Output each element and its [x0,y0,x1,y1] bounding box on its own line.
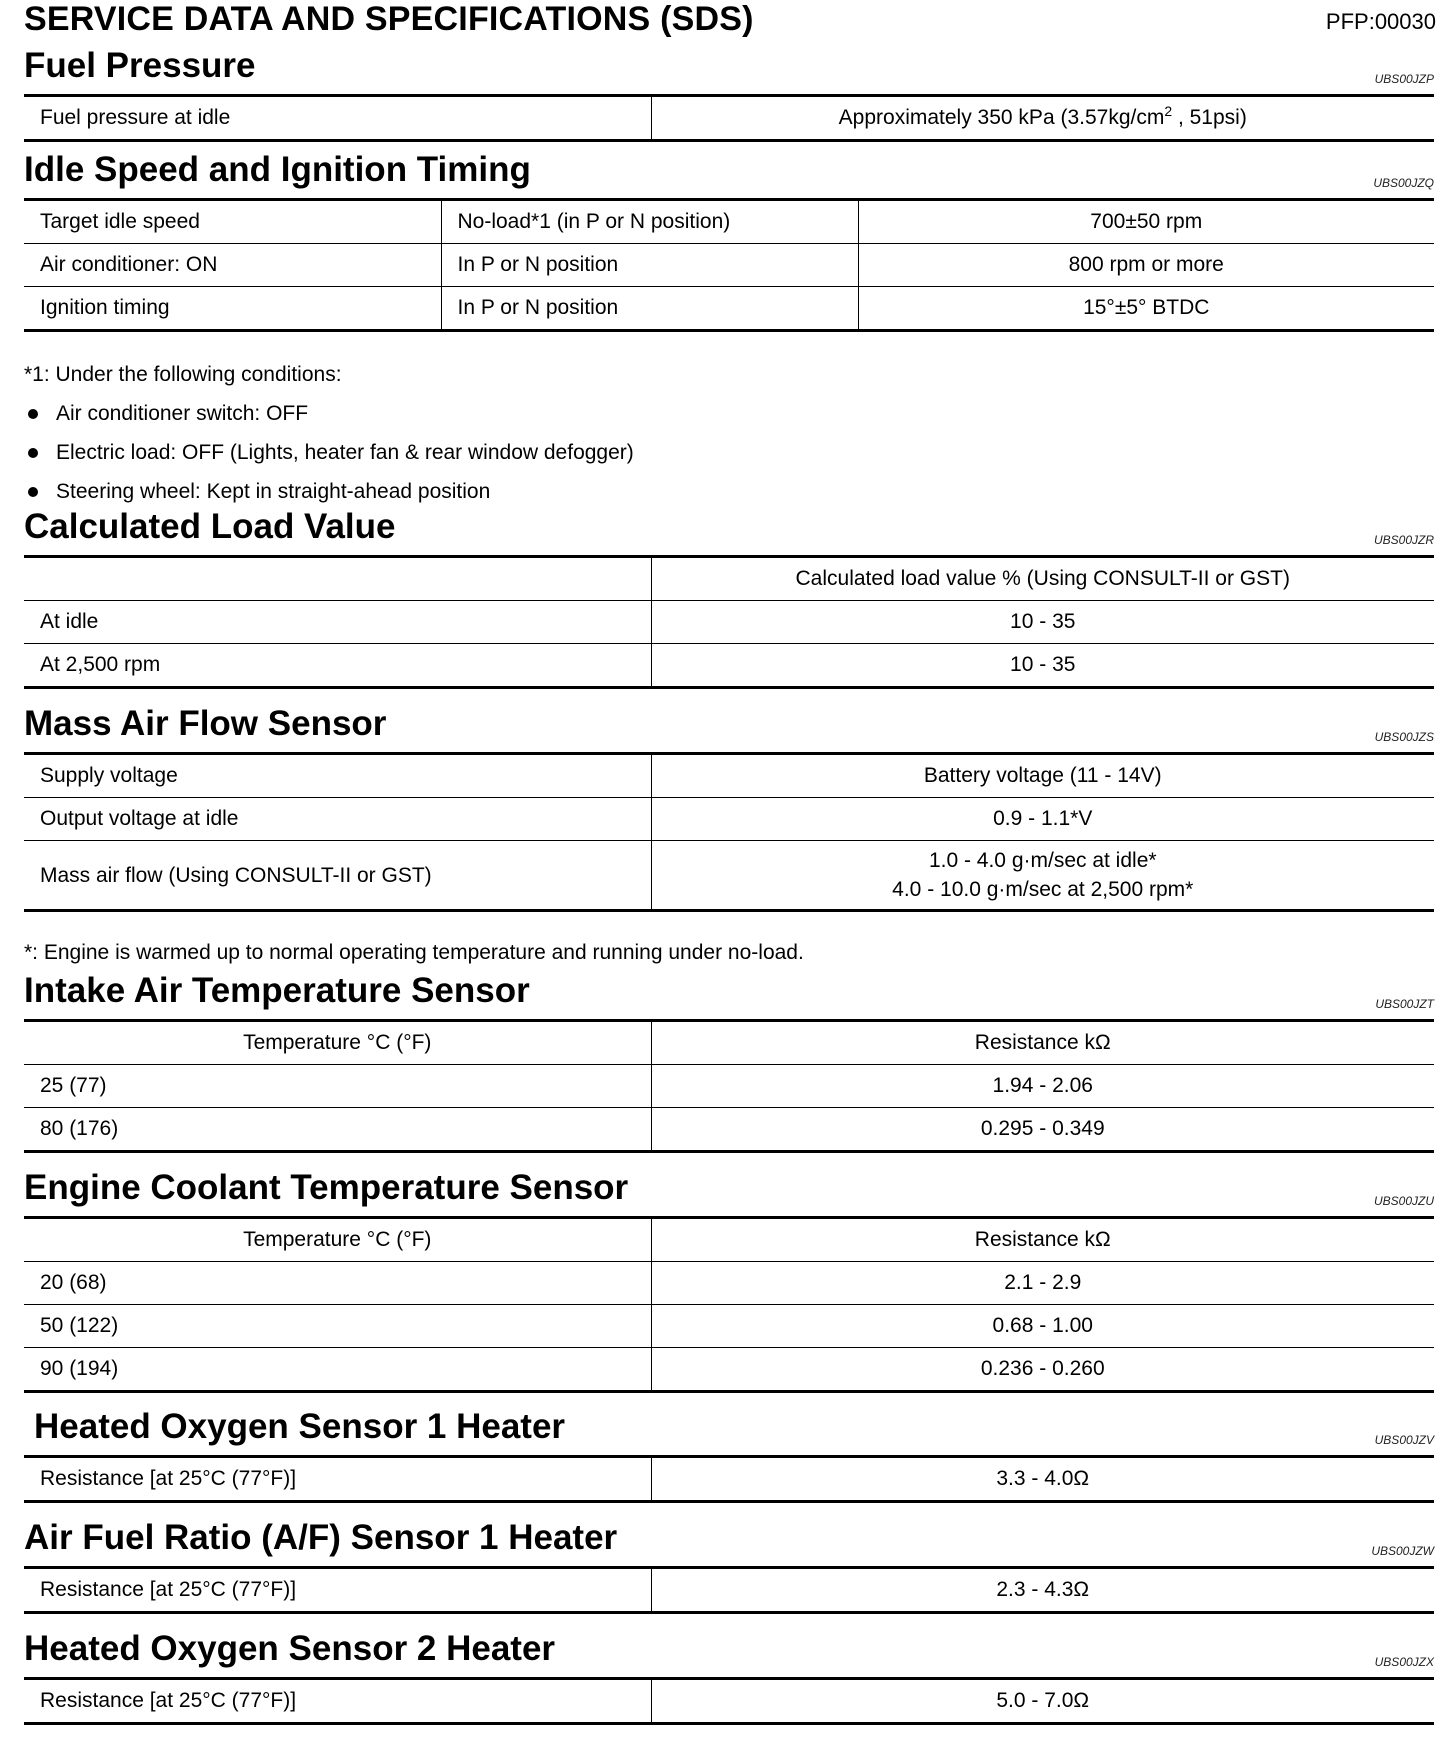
section-title: Mass Air Flow Sensor [24,704,387,743]
page-code: PFP:00030 [1325,9,1436,34]
list-item: Electric load: OFF (Lights, heater fan & rear window defogger) [24,433,1434,472]
section-ref: UBS00JZQ [1373,176,1434,190]
row-value: Approximately 350 kPa ($3.57kg/cm^2$ , 51psi) [651,96,1434,141]
row-label: Fuel pressure at idle [40,106,231,129]
cell: 0.236 - 0.260 [651,1348,1434,1392]
table-row [24,1679,1434,1724]
table-row [24,644,1434,688]
cell: Resistance kΩ [651,1218,1434,1262]
section-title: Heated Oxygen Sensor 1 Heater [34,1407,566,1446]
ho2s1-table [24,1455,1434,1503]
section-ref: UBS00JZT [1375,997,1434,1011]
table-row [24,1305,1434,1348]
cell: 700±50 rpm [858,200,1434,244]
table-header [24,1021,1434,1065]
cell: 2.1 - 2.9 [651,1262,1434,1305]
table-row [24,1108,1434,1152]
cell: 20 (68) [24,1262,651,1305]
section-ho2s2-heater [24,1627,1434,1725]
table-row [24,96,1434,141]
table-header [24,557,1434,601]
cell: 2.3 - 4.3Ω [651,1568,1434,1613]
table-row [24,1065,1434,1108]
section-load-value [24,505,1434,689]
cell: Resistance [at 25°C (77°F)] [40,1578,297,1601]
cell: Target idle speed [40,210,200,233]
section-ref: UBS00JZR [1373,533,1434,547]
list-item: Steering wheel: Kept in straight-ahead position [24,472,1434,511]
load-value-table [24,555,1434,689]
maf-table [24,752,1434,912]
ho2s2-table [24,1677,1434,1725]
cell: 15°±5° BTDC [858,287,1434,331]
cell: Temperature °C (°F) [243,1031,432,1054]
cell: At 2,500 rpm [24,644,651,688]
list-item: Air conditioner switch: OFF [24,394,1434,433]
section-iat-sensor [24,969,1434,1153]
cell: In P or N position [441,287,858,331]
section-idle-speed [24,148,1434,332]
footnote: *1: Under the following conditions: [24,363,342,386]
section-ref: UBS00JZS [1374,730,1434,744]
cell: In P or N position [441,244,858,287]
af-table [24,1566,1434,1614]
ect-table [24,1216,1434,1393]
cell: Resistance [at 25°C (77°F)] [40,1467,297,1490]
idle-speed-table [24,198,1434,332]
cell: Resistance [at 25°C (77°F)] [40,1689,297,1712]
fuel-pressure-table [24,94,1434,142]
cell: 3.3 - 4.0Ω [651,1457,1434,1502]
cell: No-load*1 (in P or N position) [441,200,858,244]
table-row [24,601,1434,644]
section-ref: UBS00JZW [1371,1544,1434,1558]
cell: 50 (122) [24,1305,651,1348]
section-title: Intake Air Temperature Sensor [24,971,530,1010]
table-row [24,1568,1434,1613]
section-title: Air Fuel Ratio (A/F) Sensor 1 Heater [24,1518,618,1557]
cell: 0.295 - 0.349 [651,1108,1434,1152]
cell: 0.9 - 1.1*V [651,798,1434,841]
section-title: Idle Speed and Ignition Timing [24,150,531,189]
section-maf-sensor [24,702,1434,912]
cell: Resistance kΩ [651,1021,1434,1065]
cell: Supply voltage [40,764,178,787]
iat-table [24,1019,1434,1153]
idle-notes [24,355,1434,511]
table-row [24,244,1434,287]
cell: 0.68 - 1.00 [651,1305,1434,1348]
cell: 80 (176) [24,1108,651,1152]
cell: Battery voltage (11 - 14V) [651,754,1434,798]
section-ref: UBS00JZV [1374,1433,1434,1447]
section-ect-sensor [24,1166,1434,1393]
section-title: Heated Oxygen Sensor 2 Heater [24,1629,556,1668]
section-ref: UBS00JZX [1374,1655,1434,1669]
section-fuel-pressure [24,44,1434,142]
maf-notes [24,938,1434,968]
cell: 10 - 35 [651,644,1434,688]
footnote: *: Engine is warmed up to normal operating temperature and running under no-load. [24,941,804,964]
table-row [24,798,1434,841]
table-row [24,1262,1434,1305]
table-row [24,1348,1434,1392]
table-header [24,1218,1434,1262]
cell: 800 rpm or more [858,244,1434,287]
cell: 1.94 - 2.06 [651,1065,1434,1108]
cell: Ignition timing [24,287,441,331]
cell: Temperature °C (°F) [243,1228,432,1251]
section-title: Engine Coolant Temperature Sensor [24,1168,629,1207]
section-ho2s1-heater [24,1405,1434,1503]
cell: 1.0 - 4.0 g·m/sec at idle* 4.0 - 10.0 g·m/sec at 2,500 rpm* [651,841,1434,911]
cell: 25 (77) [24,1065,651,1108]
cell: 5.0 - 7.0Ω [651,1679,1434,1724]
cell: Mass air flow (Using CONSULT-II or GST) [24,841,651,911]
section-af-heater [24,1516,1434,1614]
cell: Air conditioner: ON [24,244,441,287]
cell: At idle [24,601,651,644]
cell [24,557,651,601]
table-row [24,200,1434,244]
section-ref: UBS00JZU [1373,1194,1434,1208]
table-row [24,754,1434,798]
section-title: Fuel Pressure [24,46,256,85]
page-title: SERVICE DATA AND SPECIFICATIONS (SDS) [24,0,754,38]
cell: 90 (194) [24,1348,651,1392]
section-title: Calculated Load Value [24,507,396,546]
table-row [24,1457,1434,1502]
table-row [24,287,1434,331]
table-row [24,841,1434,911]
cell: Output voltage at idle [24,798,651,841]
cell: Calculated load value % (Using CONSULT-II or GST) [651,557,1434,601]
cell: 10 - 35 [651,601,1434,644]
section-ref: UBS00JZP [1374,72,1434,86]
